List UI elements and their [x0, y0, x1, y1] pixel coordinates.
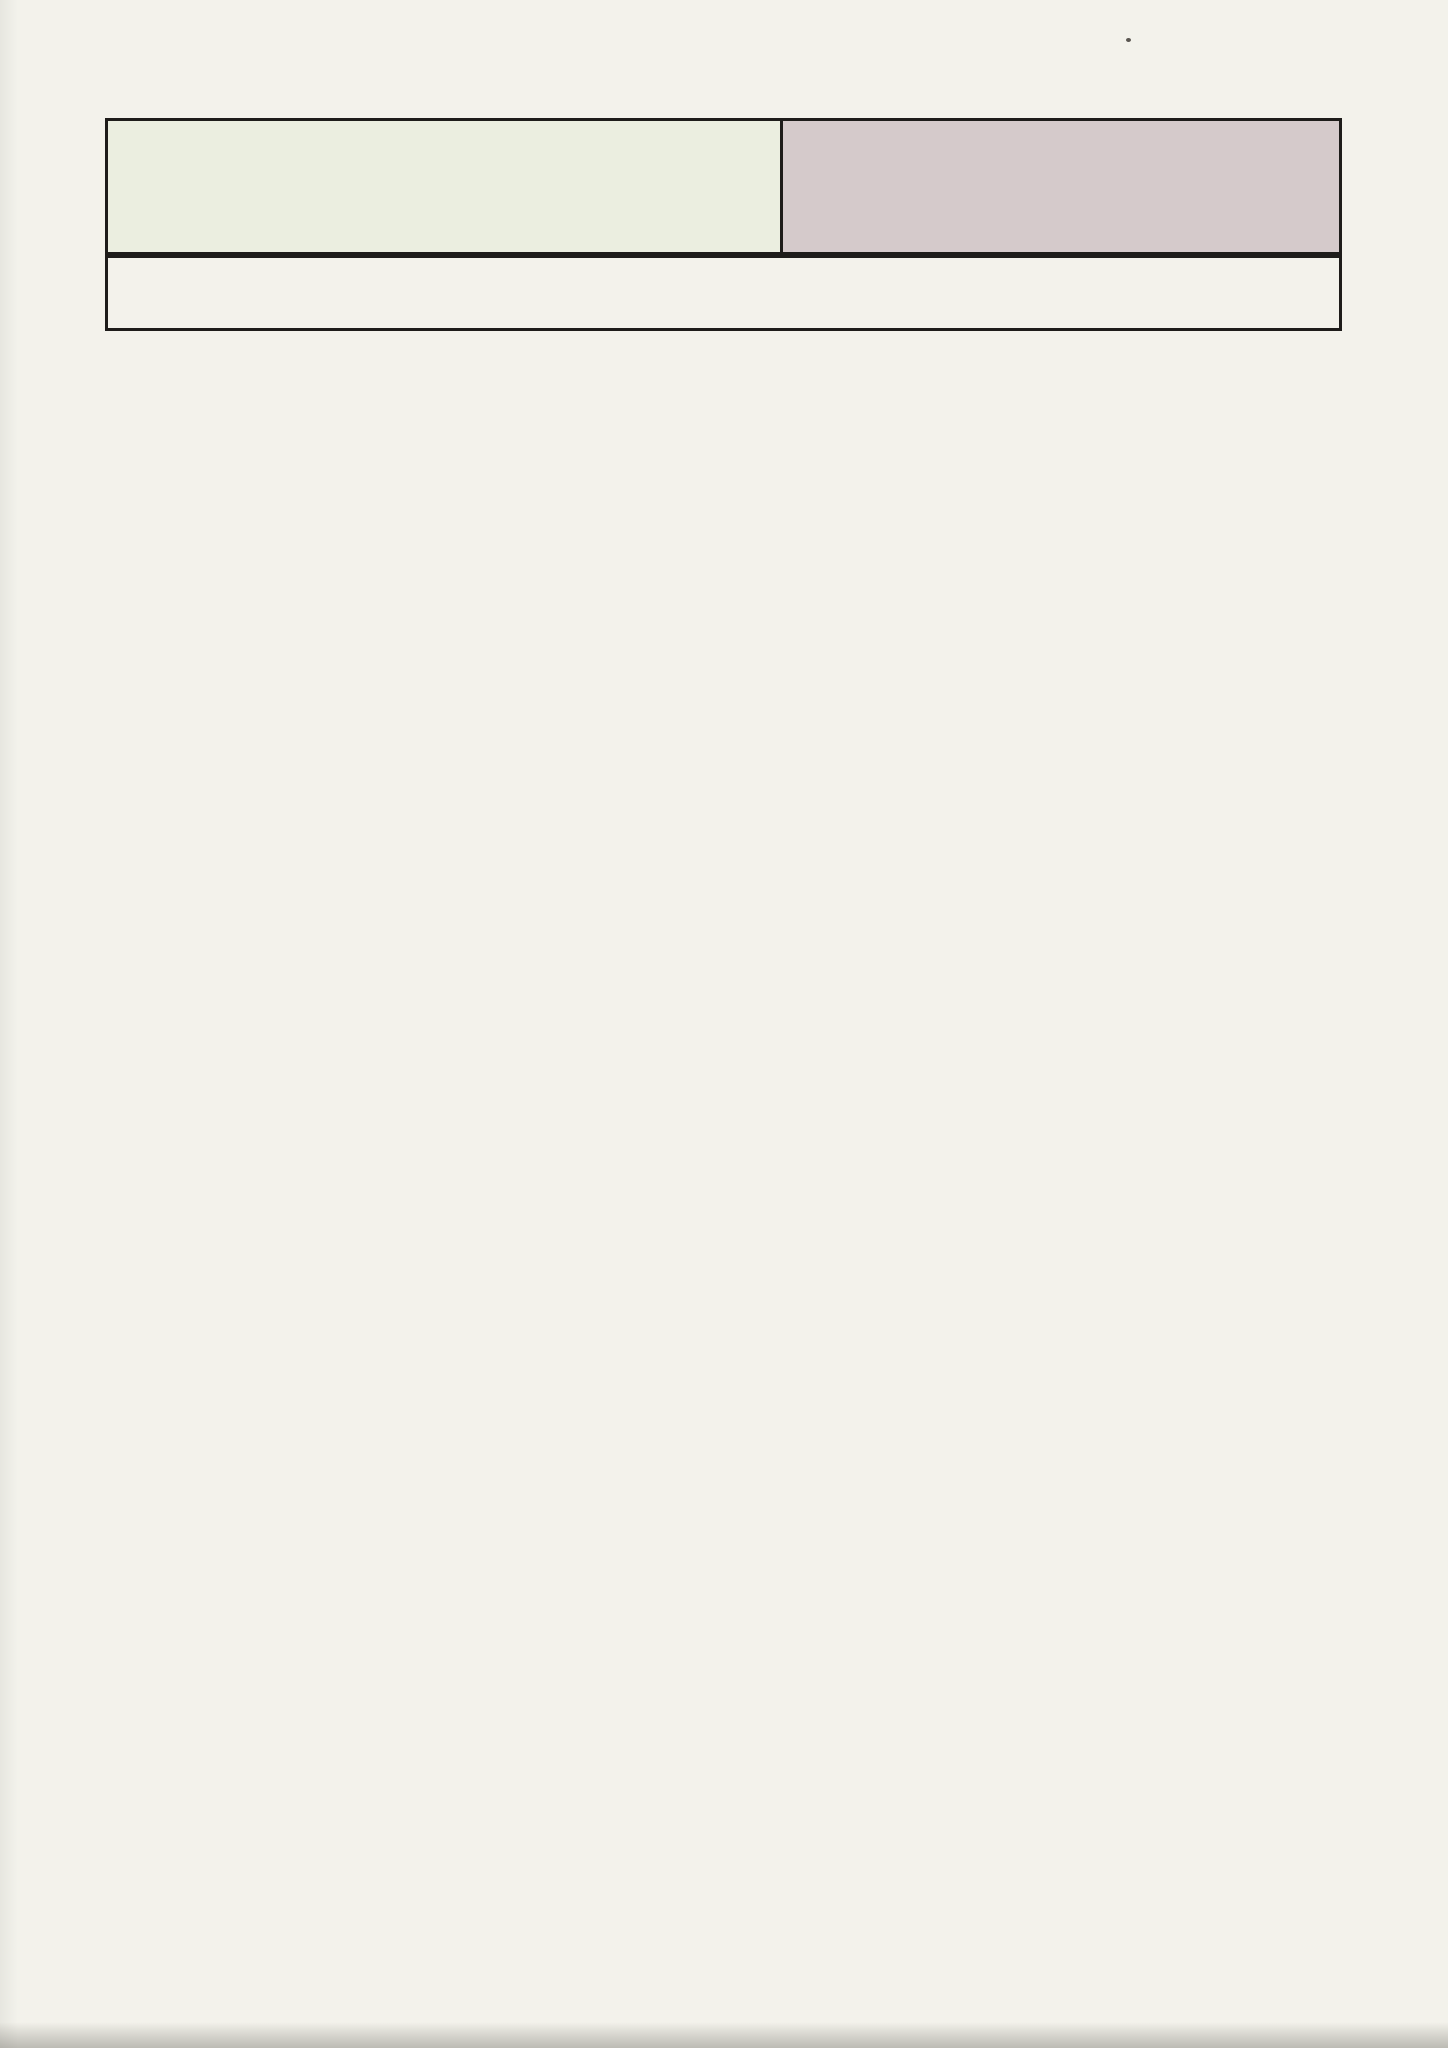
subtitle-strip [105, 255, 1342, 331]
scan-speck [1126, 38, 1131, 42]
header-title-cell [105, 118, 783, 255]
header-issue-cell [783, 118, 1342, 255]
scan-shadow-band [0, 2022, 1448, 2048]
